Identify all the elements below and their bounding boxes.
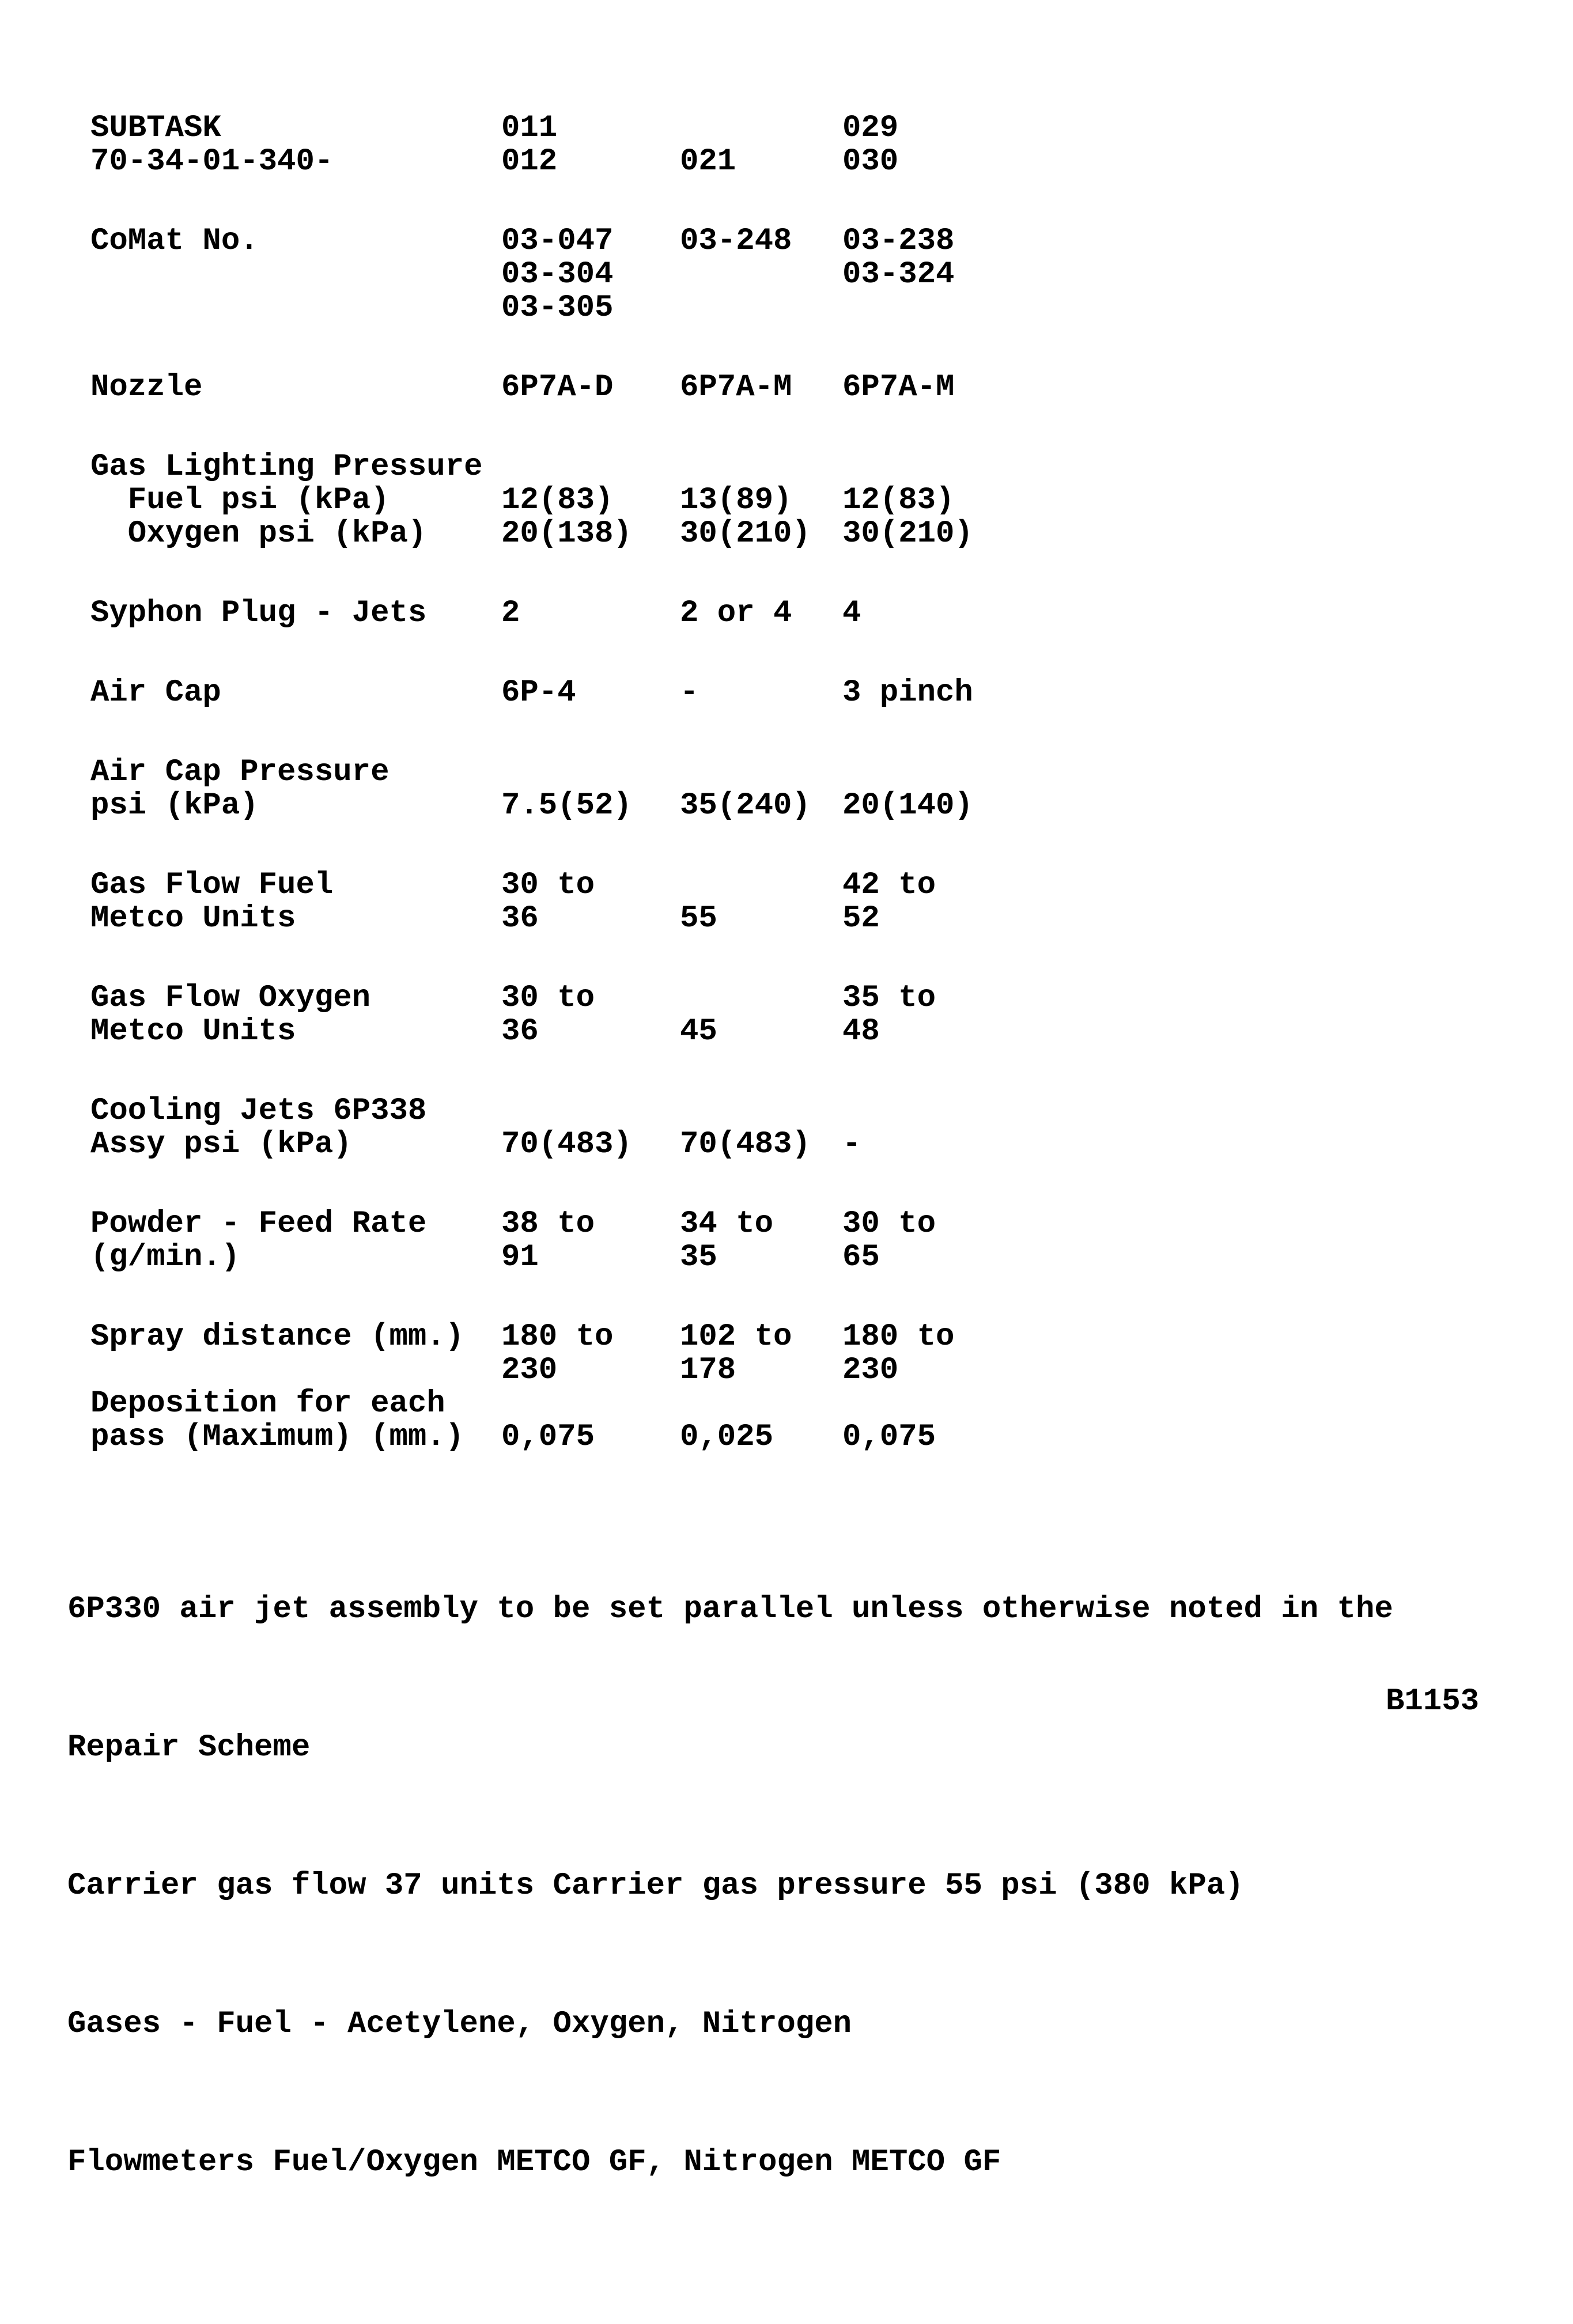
row-gap [90, 710, 1473, 756]
table-row-nozzle [90, 371, 1473, 404]
note-gases: Gases - Fuel - Acetylene, Oxygen, Nitrogen [67, 2007, 852, 2042]
row-label [90, 258, 501, 292]
table-row-deposition-values [90, 1421, 1473, 1454]
row-label [90, 292, 501, 325]
row-gap [90, 1049, 1473, 1095]
cell-col1: 2 [501, 596, 520, 631]
cell-col2: 35(240) [680, 788, 811, 823]
row-label: Deposition for each [90, 1386, 445, 1421]
cell-col3 [842, 756, 1246, 789]
table-row-air-cap [90, 676, 1473, 710]
cell-col1: 03-304 [501, 257, 614, 292]
row-label: Cooling Jets 6P338 [90, 1093, 427, 1129]
row-label: SUBTASK [90, 111, 221, 146]
table-row-gas-flow-oxygen-units [90, 1015, 1473, 1049]
cell-col1: 70(483) [501, 1127, 632, 1162]
table-row-subtask [90, 112, 1473, 145]
cell-col2: 6P7A-M [680, 370, 792, 405]
spray-parameters-table [90, 112, 1473, 1454]
row-gap [90, 1161, 1473, 1208]
cell-col1 [501, 451, 680, 484]
row-gap [90, 551, 1473, 597]
cell-col2: 35 [680, 1240, 717, 1275]
table-row-cooling-jets [90, 1095, 1473, 1128]
cell-col1: 230 [501, 1353, 558, 1388]
note-flowmeters: Flowmeters Fuel/Oxygen METCO GF, Nitrogen METCO GF [67, 2145, 1001, 2180]
row-label: Metco Units [90, 1014, 296, 1049]
cell-col1 [501, 756, 680, 789]
cell-col2: 55 [680, 901, 717, 936]
cell-col3: 230 [842, 1353, 899, 1388]
row-gap [90, 325, 1473, 371]
cell-col3 [842, 1095, 1246, 1128]
row-label: CoMat No. [90, 224, 259, 259]
table-row-air-cap-pressure [90, 756, 1473, 789]
row-gap [90, 1274, 1473, 1320]
table-row-powder-feed-rate [90, 1208, 1473, 1241]
cell-col2: 021 [680, 144, 736, 179]
row-label: Powder - Feed Rate [90, 1206, 427, 1242]
cell-col3 [842, 292, 1246, 325]
cell-col3: 35 to [842, 981, 936, 1016]
table-row-deposition [90, 1387, 1473, 1421]
cell-col3: 3 pinch [842, 675, 973, 710]
cell-col1: 91 [501, 1240, 539, 1275]
cell-col3 [842, 451, 1246, 484]
cell-col2 [680, 112, 842, 145]
cell-col2: 2 or 4 [680, 596, 792, 631]
cell-col3: 0,075 [842, 1420, 936, 1455]
cell-col1: 03-305 [501, 290, 614, 325]
row-label: 70-34-01-340- [90, 144, 334, 179]
cell-col1: 0,075 [501, 1420, 595, 1455]
cell-col1: 30 to [501, 868, 595, 903]
table-row-air-cap-pressure-values [90, 789, 1473, 823]
cell-col1: 20(138) [501, 516, 632, 551]
cell-col1: 6P-4 [501, 675, 576, 710]
cell-col2 [680, 258, 842, 292]
note-repair-scheme: Repair Scheme [67, 1730, 311, 1765]
row-label: Nozzle [90, 370, 203, 405]
cell-col2 [680, 1095, 842, 1128]
cell-col1: 38 to [501, 1206, 595, 1242]
row-gap [90, 404, 1473, 451]
cell-col2 [680, 292, 842, 325]
cell-col2: 45 [680, 1014, 717, 1049]
table-row-syphon-plug [90, 597, 1473, 630]
row-label: (g/min.) [90, 1240, 240, 1275]
cell-col3: 6P7A-M [842, 370, 955, 405]
table-row-fuel-psi [90, 484, 1473, 517]
table-row-gas-flow-fuel-units [90, 902, 1473, 936]
cell-col2 [680, 1387, 842, 1421]
cell-col2: 178 [680, 1353, 736, 1388]
table-row-oxygen-psi [90, 517, 1473, 551]
row-label: Metco Units [90, 901, 296, 936]
row-label: Oxygen psi (kPa) [90, 516, 427, 551]
cell-col2: 70(483) [680, 1127, 811, 1162]
row-label: Gas Lighting Pressure [90, 449, 483, 485]
table-row-gas-flow-oxygen [90, 982, 1473, 1015]
cell-col1: 011 [501, 111, 558, 146]
cell-col3: 48 [842, 1014, 880, 1049]
table-row-spray-distance-2 [90, 1354, 1473, 1387]
cell-col1: 30 to [501, 981, 595, 1016]
cell-col1: 36 [501, 1014, 539, 1049]
note-carrier-gas: Carrier gas flow 37 units Carrier gas pressure 55 psi (380 kPa) [67, 1868, 1244, 1903]
row-label: psi (kPa) [90, 788, 259, 823]
cell-col2: 34 to [680, 1206, 774, 1242]
row-label: Spray distance (mm.) [90, 1319, 464, 1354]
table-row-comat-3 [90, 292, 1473, 325]
cell-col2 [680, 869, 842, 902]
cell-col3: 42 to [842, 868, 936, 903]
row-label: Air Cap [90, 675, 221, 710]
cell-col1: 7.5(52) [501, 788, 632, 823]
row-label [90, 1354, 501, 1387]
cell-col3: 30(210) [842, 516, 973, 551]
cell-col2 [680, 756, 842, 789]
cell-col3: 029 [842, 111, 899, 146]
row-label: Fuel psi (kPa) [90, 483, 390, 518]
table-row-comat-2 [90, 258, 1473, 292]
row-label: Assy psi (kPa) [90, 1127, 352, 1162]
row-label: Gas Flow Fuel [90, 868, 334, 903]
cell-col2: - [680, 675, 699, 710]
row-gap [90, 179, 1473, 225]
row-label: pass (Maximum) (mm.) [90, 1420, 464, 1455]
cell-col1: 180 to [501, 1319, 614, 1354]
cell-col1 [501, 1095, 680, 1128]
cell-col3: - [842, 1127, 861, 1162]
table-row-powder-feed-rate-units [90, 1241, 1473, 1274]
cell-col1: 12(83) [501, 483, 614, 518]
note-air-jet: 6P330 air jet assembly to be set parallel unless otherwise noted in the [67, 1592, 1393, 1627]
row-gap [90, 936, 1473, 982]
cell-col1: 012 [501, 144, 558, 179]
cell-col2: 30(210) [680, 516, 811, 551]
cell-col3: 12(83) [842, 483, 955, 518]
row-label: Air Cap Pressure [90, 755, 390, 790]
cell-col3: 030 [842, 144, 899, 179]
table-row-gas-lighting-pressure [90, 451, 1473, 484]
table-row-gas-flow-fuel [90, 869, 1473, 902]
cell-col3: 180 to [842, 1319, 955, 1354]
row-label: Gas Flow Oxygen [90, 981, 371, 1016]
footer-notes [67, 1494, 1537, 2324]
cell-col3 [842, 1387, 1246, 1421]
cell-col1: 36 [501, 901, 539, 936]
cell-col3: 4 [842, 596, 861, 631]
cell-col3: 65 [842, 1240, 880, 1275]
cell-col2: 13(89) [680, 483, 792, 518]
row-gap [90, 823, 1473, 869]
cell-col2: 03-248 [680, 224, 792, 259]
cell-col1: 03-047 [501, 224, 614, 259]
table-row-subtask-number [90, 145, 1473, 179]
row-label: Syphon Plug - Jets [90, 596, 427, 631]
cell-col3: 52 [842, 901, 880, 936]
cell-col2 [680, 982, 842, 1015]
cell-col3: 03-324 [842, 257, 955, 292]
cell-col3: 30 to [842, 1206, 936, 1242]
table-row-comat [90, 225, 1473, 258]
page-code: B1153 [1386, 1684, 1480, 1719]
row-gap [90, 630, 1473, 676]
table-row-cooling-jets-values [90, 1128, 1473, 1161]
table-row-spray-distance [90, 1320, 1473, 1354]
cell-col2: 0,025 [680, 1420, 774, 1455]
cell-col3: 20(140) [842, 788, 973, 823]
cell-col2: 102 to [680, 1319, 792, 1354]
cell-col1: 6P7A-D [501, 370, 614, 405]
cell-col1 [501, 1387, 680, 1421]
cell-col2 [680, 451, 842, 484]
cell-col3: 03-238 [842, 224, 955, 259]
